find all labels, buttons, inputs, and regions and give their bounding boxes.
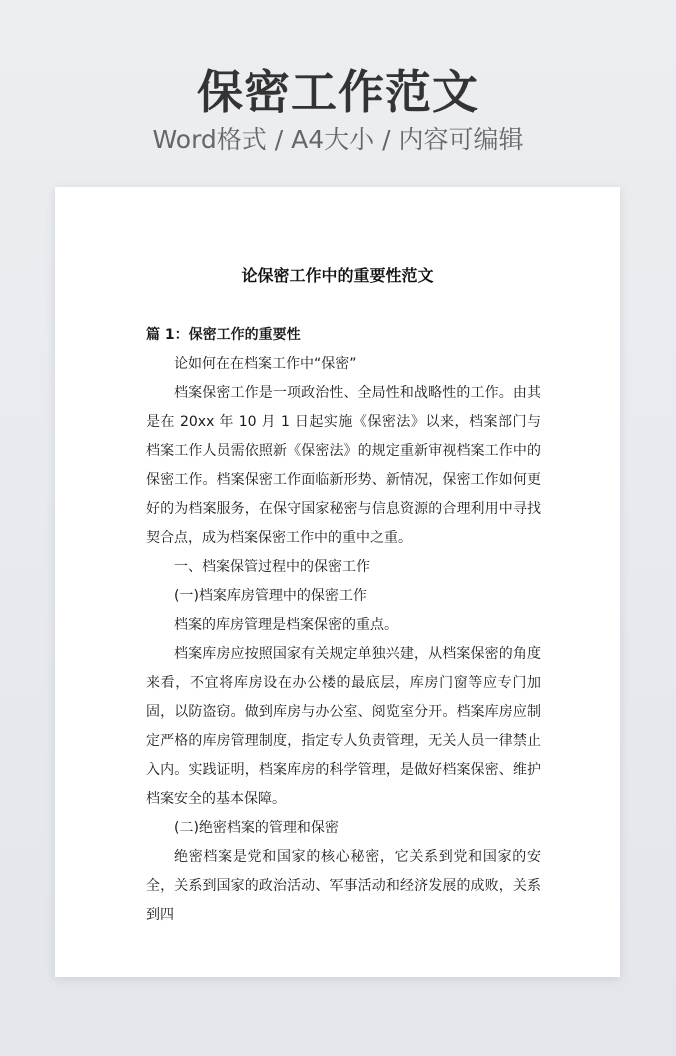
heading-level-2: (二)绝密档案的管理和保密 — [174, 820, 339, 836]
document-page — [55, 187, 620, 977]
paragraph: 论如何在在档案工作中“保密” — [174, 356, 357, 372]
document-title: 论保密工作中的重要性范文 — [241, 266, 434, 285]
banner-title: 保密工作范文 — [197, 65, 479, 119]
heading-level-1: 一、档案保管过程中的保密工作 — [174, 559, 370, 575]
paragraph: 档案的库房管理是档案保密的重点。 — [174, 617, 398, 633]
paragraph: 档案库房应按照国家有关规定单独兴建，从档案保密的角度来看，不宜将库房设在办公楼的最底层，库房门窗等应专门加固，以防盗窃。做到库房与办公室、阅览室分开。档案库房应制定严格的库房管理制度，指定专人负责管理，无关人员一律禁止入内。实践证明，档案库房的科学管理，是做好档案保密、维护档案安全的基本保障。 — [146, 646, 541, 807]
paragraph: 档案保密工作是一项政治性、全局性和战略性的工作。由其是在 20xx 年 10 月 1 日起实施《保密法》以来，档案部门与档案工作人员需依照新《保密法》的规定重新审视档案工作中的保密工作。档案保密工作面临新形势、新情况，保密工作如何更好的为档案服务，在保守国家秘密与信息资源的合理利用中寻找契合点，成为档案保密工作中的重中之重。 — [146, 385, 541, 546]
document-body — [146, 321, 541, 930]
banner — [0, 62, 676, 156]
banner-subtitle: Word格式 / A4大小 / 内容可编辑 — [152, 125, 524, 154]
paragraph: 绝密档案是党和国家的核心秘密，它关系到党和国家的安全，关系到国家的政治活动、军事活动和经济发展的成败，关系到四 — [146, 849, 541, 923]
heading-level-2: (一)档案库房管理中的保密工作 — [174, 588, 367, 604]
section-title: 篇 1：保密工作的重要性 — [146, 327, 301, 343]
